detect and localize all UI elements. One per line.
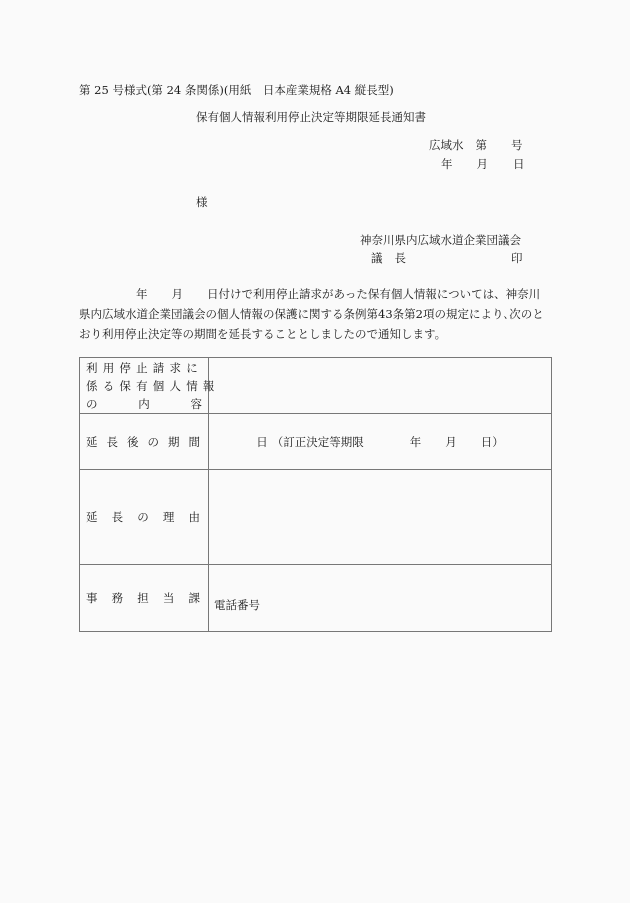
number-prefix: 広域水: [429, 138, 464, 152]
table-row-requested-info: [80, 358, 552, 414]
date-year: 年: [441, 157, 453, 171]
body-paragraph: [79, 284, 551, 344]
sender-organization: 神奈川県内広域水道企業団議会: [360, 233, 521, 247]
body-line-3: おり利用停止決定等の期間を延長することとしましたので通知します。: [79, 327, 447, 341]
document-title: 保有個人情報利用停止決定等期限延長通知書: [196, 110, 426, 124]
phone-number-label: 電話番号: [214, 598, 260, 612]
body-line-1: 年 月 日付けで利用停止請求があった保有個人情報については、神奈川: [136, 287, 541, 301]
number-go: 号: [511, 138, 523, 152]
document-number: [429, 137, 523, 153]
value-extended-period[interactable]: 日 （訂正決定等期限 年 月 日）: [209, 414, 552, 470]
recipient-honorific: 様: [196, 195, 208, 209]
body-line-2: 県内広域水道企業団議会の個人情報の保護に関する条例第43条第2項の規定により､次のと: [79, 307, 544, 321]
value-requested-info[interactable]: [209, 358, 552, 414]
value-responsible-section[interactable]: [209, 565, 552, 632]
label-requested-info: 利用停止請求に 係る保有個人情報 の 内 容: [80, 358, 209, 414]
value-extension-reason[interactable]: [209, 470, 552, 565]
label-extended-period: 延 長 後 の 期 間: [80, 414, 209, 470]
table-row-extension-reason: [80, 470, 552, 565]
date-day: 日: [513, 157, 525, 171]
number-dai: 第: [475, 138, 487, 152]
table-row-responsible-section: [80, 565, 552, 632]
label-responsible-section: 事 務 担 当 課: [80, 565, 209, 632]
extension-details-table: [79, 357, 552, 632]
label-extension-reason: 延 長 の 理 由: [80, 470, 209, 565]
date-month: 月: [476, 157, 488, 171]
table-row-extended-period: [80, 414, 552, 470]
issue-date: [441, 156, 525, 172]
seal-mark: 印: [511, 251, 523, 265]
sender-title: 議 長: [371, 251, 406, 265]
form-identifier: 第 25 号様式(第 24 条関係)(用紙 日本産業規格 A4 縦長型): [79, 83, 394, 97]
